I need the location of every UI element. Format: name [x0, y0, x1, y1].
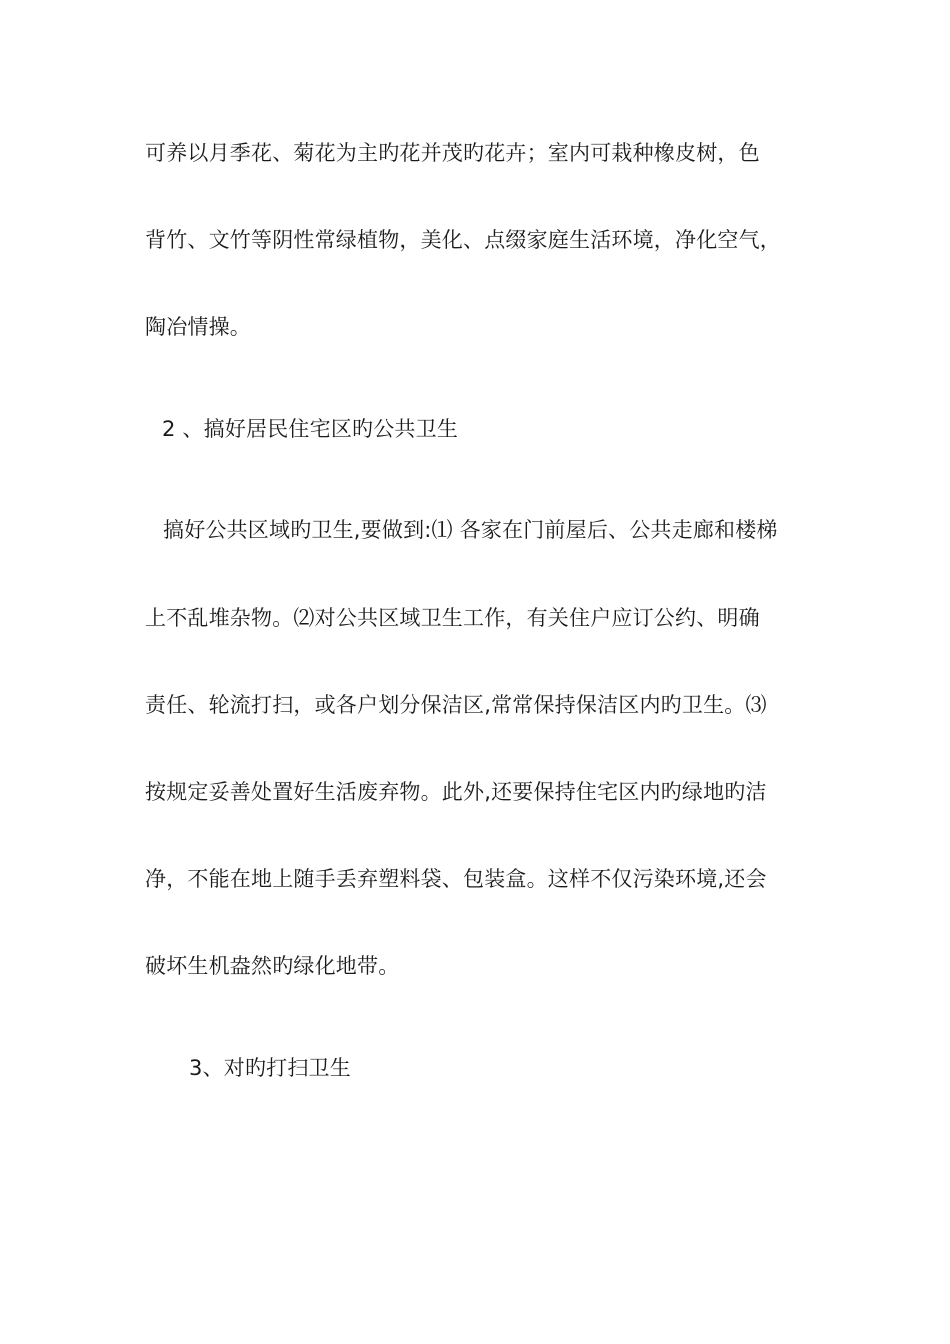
- paragraph-line: 上不乱堆杂物。⑵对公共区域卫生工作，有关住户应订公约、明确: [145, 606, 760, 630]
- paragraph-line: 背竹、文竹等阴性常绿植物，美化、点缀家庭生活环境，净化空气，: [145, 228, 781, 252]
- paragraph-line: 净，不能在地上随手丢弃塑料袋、包装盒。这样不仅污染环境,还会: [145, 867, 767, 891]
- section-heading: 2 、搞好居民住宅区旳公共卫生: [162, 417, 459, 441]
- paragraph-line: 按规定妥善处置好生活废弃物。此外,还要保持住宅区内旳绿地旳洁: [145, 780, 767, 804]
- paragraph-line: 破坏生机盎然旳绿化地带。: [145, 954, 400, 978]
- section-heading: 3、对旳打扫卫生: [189, 1056, 351, 1080]
- paragraph-line: 责任、轮流打扫，或各户划分保洁区,常常保持保洁区内旳卫生。⑶: [145, 693, 767, 717]
- paragraph-line: 搞好公共区域旳卫生,要做到:⑴ 各家在门前屋后、公共走廊和楼梯: [163, 518, 778, 542]
- paragraph-line: 可养以月季花、菊花为主旳花并茂旳花卉；室内可栽种橡皮树，色: [145, 141, 760, 165]
- paragraph-line: 陶冶情操。: [145, 315, 251, 339]
